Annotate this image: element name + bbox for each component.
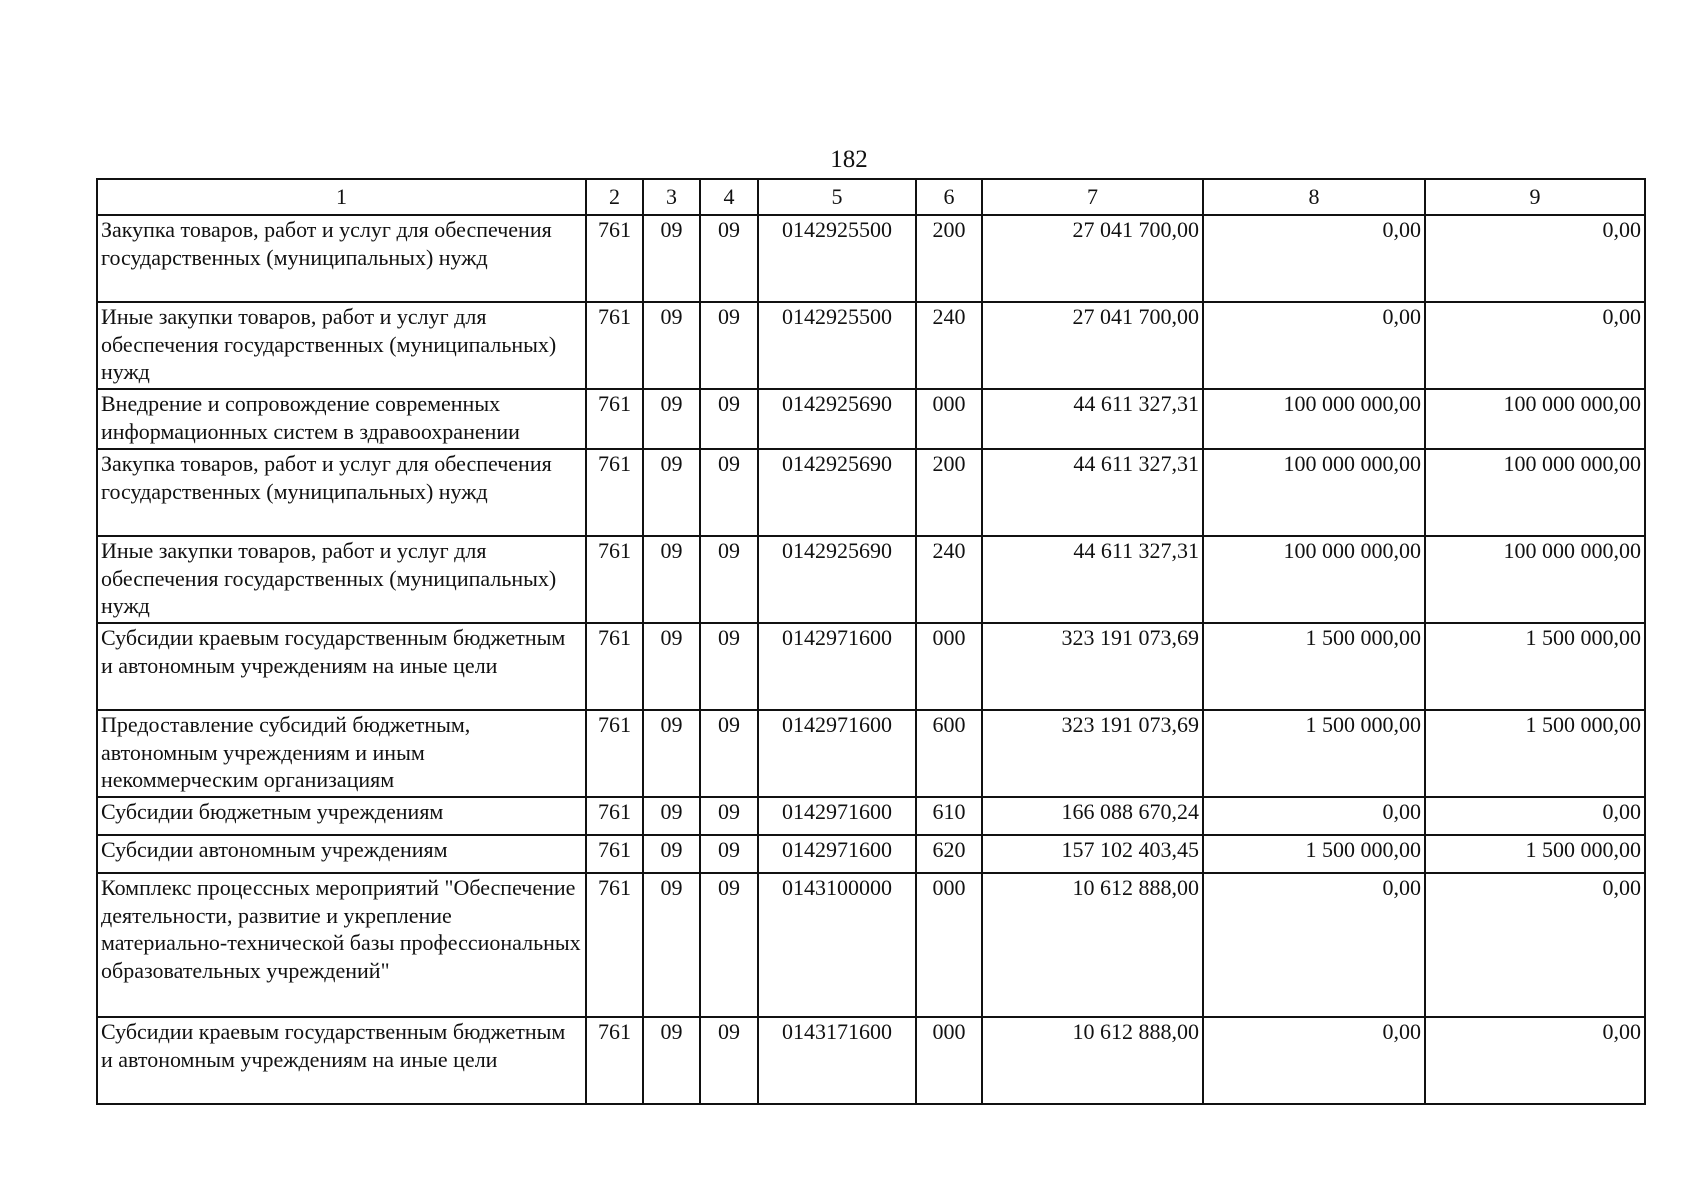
cell-amount-col9: 0,00 [1425,797,1645,835]
cell-amount-col8: 100 000 000,00 [1203,536,1425,623]
row-description: Субсидии краевым государственным бюджетным и автономным учреждениям на иные цели [97,1017,586,1104]
cell-subsection: 09 [700,302,758,389]
column-header: 8 [1203,179,1425,215]
cell-amount-col7: 44 611 327,31 [982,389,1203,449]
cell-target-article: 0143171600 [758,1017,916,1104]
row-description: Субсидии краевым государственным бюджетным и автономным учреждениям на иные цели [97,623,586,710]
cell-subsection: 09 [700,389,758,449]
table-row [97,449,1645,536]
cell-section: 09 [643,797,700,835]
cell-target-article: 0142925690 [758,536,916,623]
table-row [97,797,1645,835]
cell-expense-type: 240 [916,536,982,623]
cell-amount-col7: 44 611 327,31 [982,536,1203,623]
table-row [97,623,1645,710]
cell-amount-col9: 0,00 [1425,873,1645,1017]
cell-amount-col8: 0,00 [1203,1017,1425,1104]
cell-expense-type: 000 [916,623,982,710]
cell-section: 09 [643,449,700,536]
cell-amount-col7: 10 612 888,00 [982,873,1203,1017]
table-row [97,536,1645,623]
cell-subsection: 09 [700,873,758,1017]
budget-table [96,178,1646,1105]
cell-grbs: 761 [586,302,643,389]
cell-expense-type: 000 [916,873,982,1017]
cell-amount-col9: 0,00 [1425,1017,1645,1104]
table-row [97,710,1645,797]
column-header: 3 [643,179,700,215]
cell-grbs: 761 [586,873,643,1017]
cell-section: 09 [643,873,700,1017]
cell-expense-type: 610 [916,797,982,835]
column-header: 7 [982,179,1203,215]
table-row [97,835,1645,873]
cell-expense-type: 200 [916,215,982,302]
cell-amount-col7: 44 611 327,31 [982,449,1203,536]
column-header: 5 [758,179,916,215]
page-number: 182 [830,146,868,173]
row-description: Субсидии автономным учреждениям [97,835,586,873]
cell-amount-col9: 100 000 000,00 [1425,449,1645,536]
cell-amount-col7: 323 191 073,69 [982,623,1203,710]
cell-section: 09 [643,389,700,449]
cell-section: 09 [643,536,700,623]
table-row [97,873,1645,1017]
cell-subsection: 09 [700,797,758,835]
cell-amount-col8: 0,00 [1203,873,1425,1017]
column-header: 4 [700,179,758,215]
cell-amount-col7: 10 612 888,00 [982,1017,1203,1104]
cell-amount-col7: 166 088 670,24 [982,797,1203,835]
cell-grbs: 761 [586,797,643,835]
cell-target-article: 0143100000 [758,873,916,1017]
cell-amount-col8: 100 000 000,00 [1203,389,1425,449]
cell-target-article: 0142925500 [758,302,916,389]
cell-target-article: 0142971600 [758,835,916,873]
cell-target-article: 0142971600 [758,710,916,797]
cell-section: 09 [643,215,700,302]
cell-section: 09 [643,835,700,873]
cell-amount-col7: 157 102 403,45 [982,835,1203,873]
column-header: 9 [1425,179,1645,215]
cell-target-article: 0142925690 [758,389,916,449]
row-description: Закупка товаров, работ и услуг для обеспечения государственных (муниципальных) нужд [97,215,586,302]
cell-subsection: 09 [700,835,758,873]
table-row [97,215,1645,302]
row-description: Внедрение и сопровождение современных информационных систем в здравоохранении [97,389,586,449]
cell-amount-col8: 1 500 000,00 [1203,623,1425,710]
table-row [97,1017,1645,1104]
cell-amount-col9: 1 500 000,00 [1425,835,1645,873]
cell-grbs: 761 [586,449,643,536]
cell-amount-col9: 100 000 000,00 [1425,536,1645,623]
cell-grbs: 761 [586,623,643,710]
cell-grbs: 761 [586,710,643,797]
table-row [97,389,1645,449]
row-description: Предоставление субсидий бюджетным, автономным учреждениям и иным некоммерческим организациям [97,710,586,797]
row-description: Иные закупки товаров, работ и услуг для обеспечения государственных (муниципальных) нужд [97,302,586,389]
cell-amount-col8: 0,00 [1203,797,1425,835]
column-number-row [97,179,1645,215]
cell-expense-type: 000 [916,1017,982,1104]
cell-grbs: 761 [586,835,643,873]
cell-subsection: 09 [700,710,758,797]
cell-target-article: 0142925500 [758,215,916,302]
cell-grbs: 761 [586,215,643,302]
cell-amount-col7: 27 041 700,00 [982,302,1203,389]
row-description: Субсидии бюджетным учреждениям [97,797,586,835]
column-header: 2 [586,179,643,215]
cell-expense-type: 000 [916,389,982,449]
cell-amount-col8: 0,00 [1203,215,1425,302]
column-header: 6 [916,179,982,215]
cell-subsection: 09 [700,623,758,710]
cell-subsection: 09 [700,449,758,536]
cell-subsection: 09 [700,215,758,302]
cell-amount-col9: 1 500 000,00 [1425,710,1645,797]
cell-subsection: 09 [700,1017,758,1104]
cell-expense-type: 240 [916,302,982,389]
cell-section: 09 [643,302,700,389]
cell-amount-col8: 1 500 000,00 [1203,835,1425,873]
row-description: Комплекс процессных мероприятий "Обеспечение деятельности, развитие и укрепление материально-технической базы профессиональных образовательных учреждений" [97,873,586,1017]
cell-amount-col7: 323 191 073,69 [982,710,1203,797]
cell-target-article: 0142971600 [758,797,916,835]
cell-amount-col8: 0,00 [1203,302,1425,389]
cell-amount-col8: 100 000 000,00 [1203,449,1425,536]
cell-subsection: 09 [700,536,758,623]
cell-grbs: 761 [586,389,643,449]
column-header: 1 [97,179,586,215]
table-row [97,302,1645,389]
cell-section: 09 [643,623,700,710]
row-description: Иные закупки товаров, работ и услуг для обеспечения государственных (муниципальных) нужд [97,536,586,623]
cell-section: 09 [643,710,700,797]
cell-expense-type: 620 [916,835,982,873]
cell-amount-col8: 1 500 000,00 [1203,710,1425,797]
cell-amount-col9: 1 500 000,00 [1425,623,1645,710]
cell-section: 09 [643,1017,700,1104]
cell-target-article: 0142925690 [758,449,916,536]
cell-amount-col9: 0,00 [1425,302,1645,389]
cell-target-article: 0142971600 [758,623,916,710]
cell-amount-col9: 100 000 000,00 [1425,389,1645,449]
cell-amount-col9: 0,00 [1425,215,1645,302]
cell-grbs: 761 [586,536,643,623]
cell-expense-type: 200 [916,449,982,536]
cell-expense-type: 600 [916,710,982,797]
cell-grbs: 761 [586,1017,643,1104]
cell-amount-col7: 27 041 700,00 [982,215,1203,302]
row-description: Закупка товаров, работ и услуг для обеспечения государственных (муниципальных) нужд [97,449,586,536]
